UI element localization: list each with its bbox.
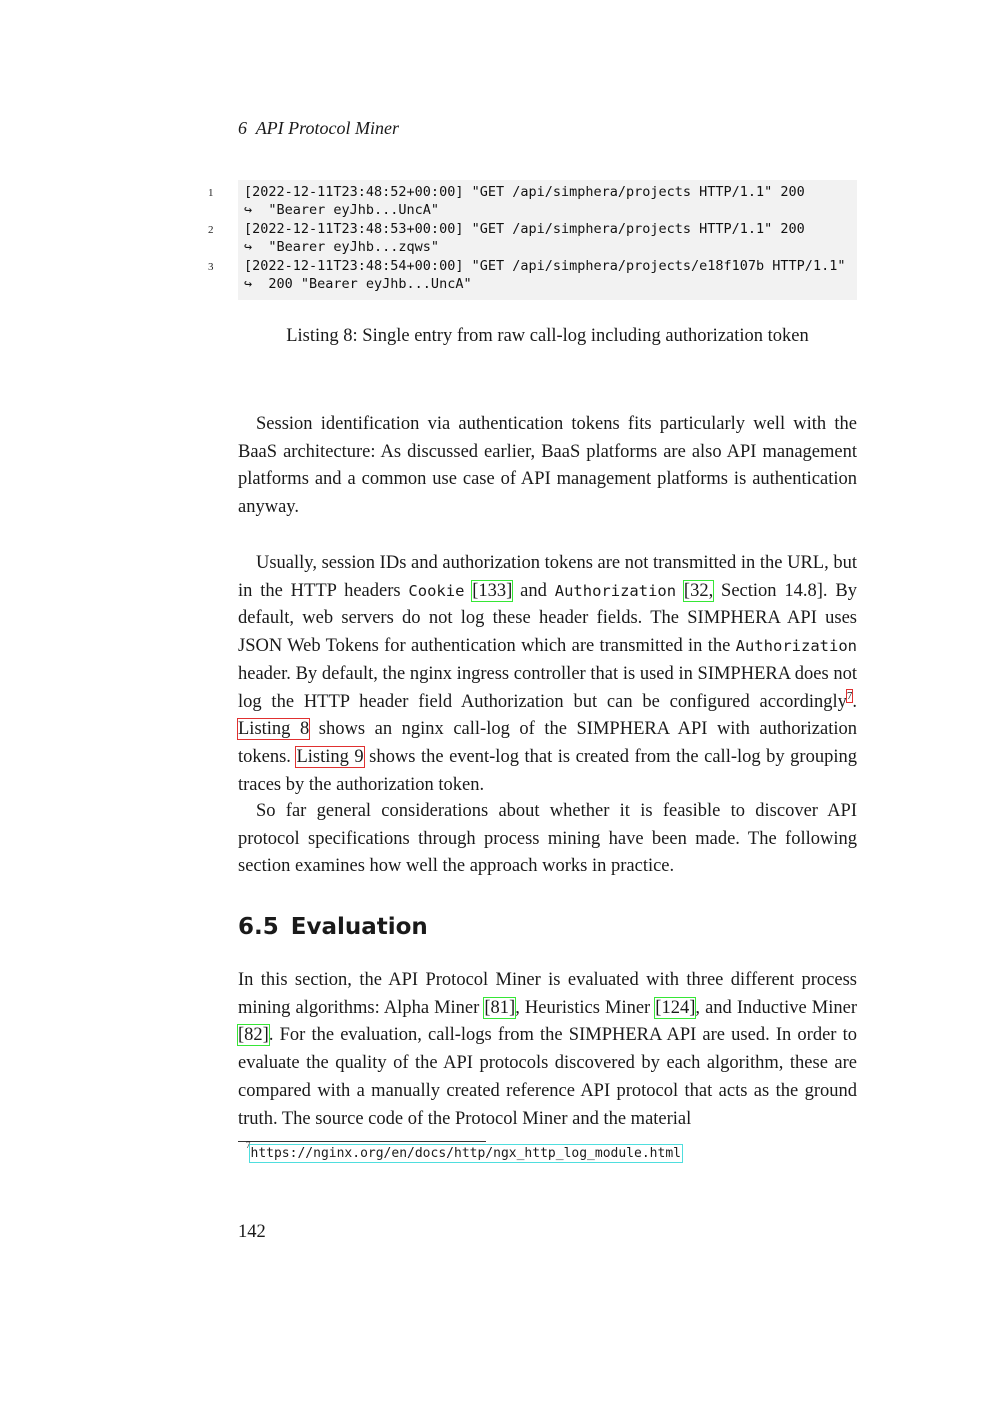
paragraph-text: . (852, 691, 857, 712)
chapter-title: API Protocol Miner (255, 118, 399, 138)
listing-8-link[interactable]: Listing 8 (238, 719, 310, 740)
paragraph-text: Session identification via authentication tokens fits particularly well with the BaaS architecture: As discussed earlier, BaaS platforms are also API management platforms and a common use case of API management platforms is authentication anyway. (238, 414, 857, 518)
section-number: 6.5 (238, 914, 279, 940)
paragraph-text: , and Inductive Miner (695, 997, 858, 1018)
paragraph (238, 967, 857, 1133)
chapter-number: 6 (238, 118, 247, 138)
paragraph-text: shows the event-log that is created from the call-log by grouping traces by the authorization token. (238, 746, 857, 795)
listing-9-link[interactable]: Listing 9 (296, 746, 364, 767)
page-number: 142 (238, 1222, 266, 1242)
paragraph-text: shows an nginx call-log of the SIMPHERA API with authorization tokens. (238, 719, 858, 767)
inline-code-authorization: Authorization (554, 581, 677, 600)
paragraph-text: , Heuristics Miner (515, 997, 656, 1018)
listing-line-number: 1 (208, 187, 214, 199)
footnote (246, 1140, 681, 1161)
inline-code-cookie: Cookie (408, 581, 465, 600)
listing-line-number: 3 (208, 261, 214, 273)
section-title: Evaluation (290, 914, 428, 940)
citation-link[interactable]: [82] (238, 1025, 269, 1046)
listing-line-number: 2 (208, 224, 214, 236)
footnote-url-link[interactable]: https://nginx.org/en/docs/http/ngx_http_log_module.html (250, 1146, 681, 1161)
inline-code-authorization: Authorization (735, 637, 857, 656)
code-line-continuation: ↪ 200 "Bearer eyJhb...UncA" (244, 276, 472, 292)
code-line: [2022-12-11T23:48:52+00:00] "GET /api/simphera/projects HTTP/1.1" 200 (244, 184, 805, 200)
paragraph (238, 798, 857, 881)
section-heading (238, 914, 428, 940)
citation-link[interactable]: [124] (655, 997, 696, 1018)
code-line: [2022-12-11T23:48:54+00:00] "GET /api/simphera/projects/e18f107b HTTP/1.1" (244, 258, 846, 274)
paragraph-text: header. By default, the nginx ingress controller that is used in SIMPHERA does not log the HTTP header field Authorization but can be configured accordingly (238, 663, 857, 712)
code-line-continuation: ↪ "Bearer eyJhb...zqws" (244, 239, 440, 255)
code-line-continuation: ↪ "Bearer eyJhb...UncA" (244, 202, 440, 218)
paragraph-text: and (512, 580, 555, 601)
code-line: [2022-12-11T23:48:53+00:00] "GET /api/simphera/projects HTTP/1.1" 200 (244, 221, 805, 237)
paragraph-text: Section 14.8]. By default, web servers do not log these header fields. The SIMPHERA API uses JSON Web Tokens for authentication which are transmitted in the (238, 580, 857, 657)
paragraph-text: Usually, session IDs and authorization tokens are not transmitted in the URL, but in the HTTP headers (238, 553, 857, 601)
citation-link[interactable]: [32, (683, 580, 714, 601)
listing-caption: Listing 8: Single entry from raw call-log including authorization token (286, 326, 809, 346)
paragraph-text: So far general considerations about whether it is feasible to discover API protocol specifications through process mining have been made. The following section examines how well the approach works in practice. (238, 801, 857, 877)
paragraph (238, 550, 857, 799)
paragraph (238, 411, 857, 522)
paragraph-text: In this section, the API Protocol Miner is evaluated with three different process mining algorithms: Alpha Miner (238, 970, 857, 1018)
citation-link[interactable]: [81] (484, 997, 516, 1018)
paragraph-text: . For the evaluation, call-logs from the SIMPHERA API are used. In order to evaluate the quality of the API protocols discovered by each algorithm, these are compared with a manually created reference API protocol that acts as the ground truth. The source code of the Protocol Miner and the material (238, 1025, 857, 1129)
footnote-link[interactable]: 7 (846, 690, 853, 703)
citation-link[interactable]: [133] (472, 580, 513, 601)
footnote-rule (238, 1141, 486, 1142)
running-header (238, 118, 399, 139)
code-listing (238, 180, 857, 300)
paragraph-text (676, 581, 684, 601)
footnote-mark: 7 (246, 1140, 251, 1150)
